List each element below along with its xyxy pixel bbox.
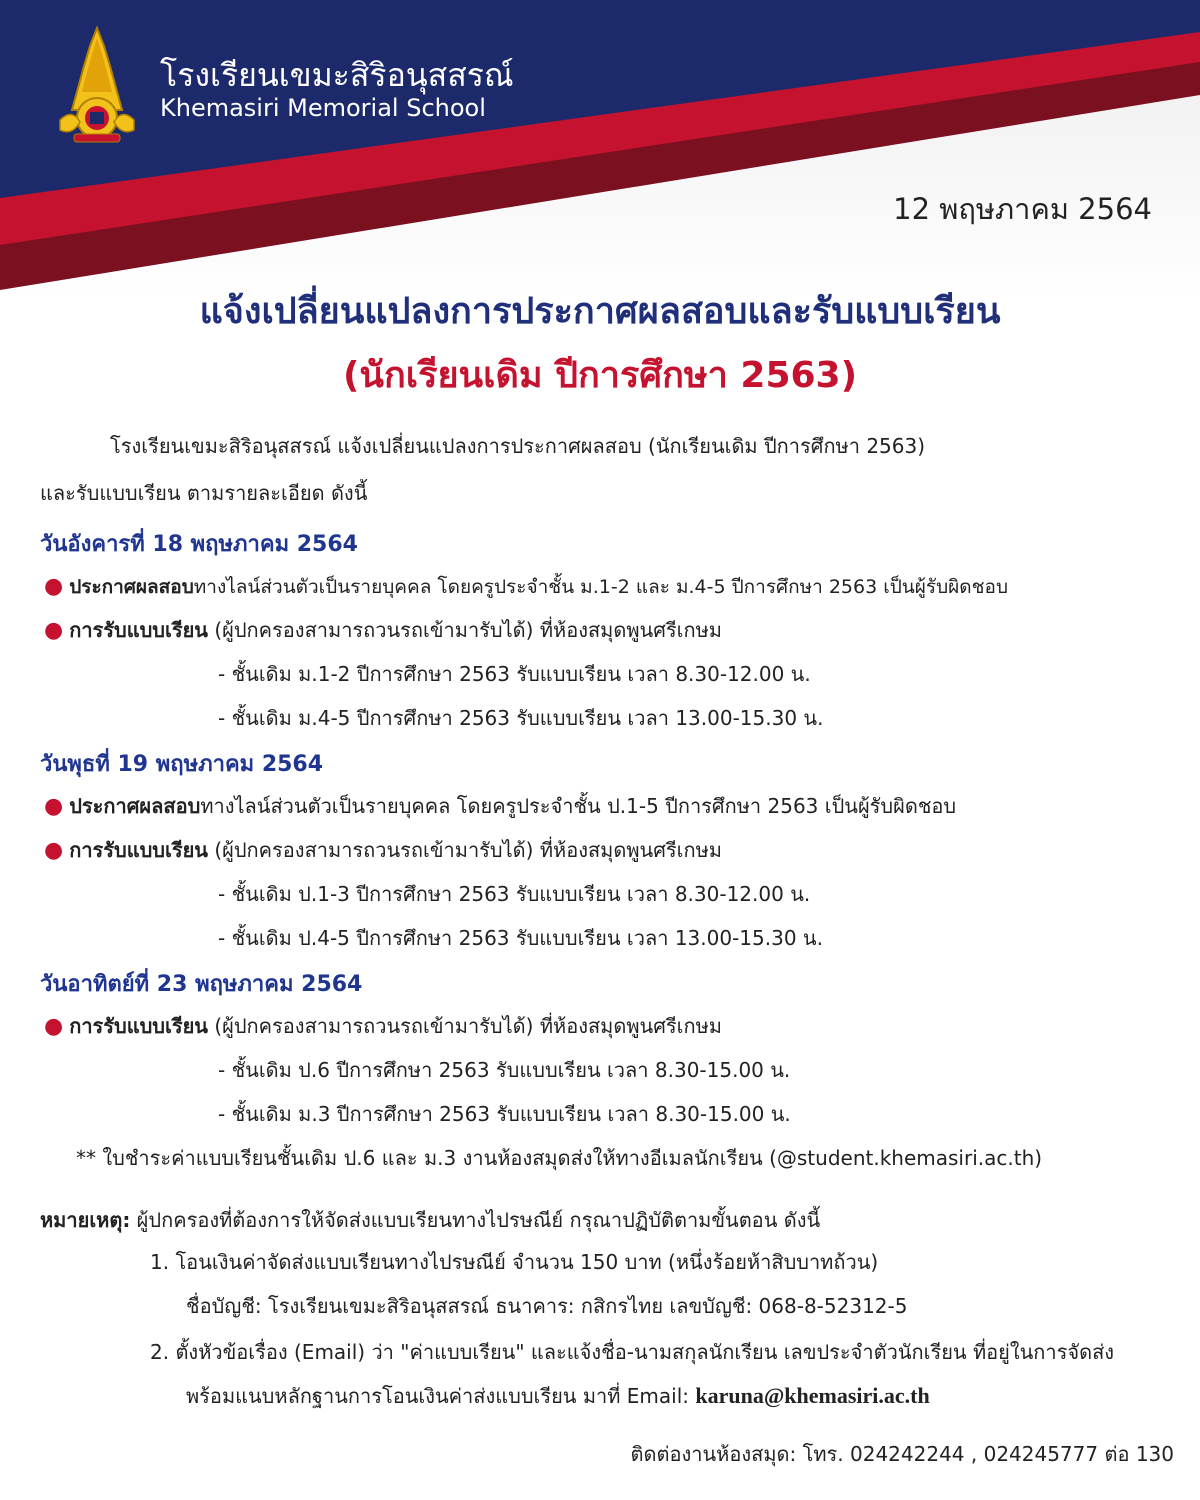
section-heading-1: วันอังคารที่ 18 พฤษภาคม 2564	[40, 532, 358, 557]
pickup-line-1: ● การรับแบบเรียน (ผู้ปกครองสามารถวนรถเข้ามารับได้) ที่ห้องสมุดพูนศรีเกษม	[44, 618, 722, 643]
note-step-1: 1. โอนเงินค่าจัดส่งแบบเรียนทางไปรษณีย์ จำนวน 150 บาท (หนึ่งร้อยห้าสิบบาทถ้วน)	[150, 1250, 879, 1274]
note-label: หมายเหตุ:	[40, 1208, 131, 1232]
note-step-2: 2. ตั้งหัวข้อเรื่อง (Email) ว่า "ค่าแบบเรียน" และแจ้งชื่อ-นามสกุลนักเรียน เลขประจำตัวนักเรียน ที่อยู่ในการจัดส่ง	[150, 1340, 1115, 1364]
school-name-thai: โรงเรียนเขมะสิริอนุสสรณ์	[160, 56, 514, 94]
school-name-english: Khemasiri Memorial School	[160, 94, 486, 122]
bullet-icon: ●	[44, 1014, 64, 1039]
bullet-icon: ●	[44, 794, 64, 819]
intro-line-1: โรงเรียนเขมะสิริอนุสสรณ์ แจ้งเปลี่ยนแปลงการประกาศผลสอบ (นักเรียนเดิม ปีการศึกษา 2563)	[110, 434, 926, 458]
schedule-item: - ชั้นเดิม ม.1-2 ปีการศึกษา 2563 รับแบบเรียน เวลา 8.30-12.00 น.	[218, 662, 811, 686]
schedule-item: - ชั้นเดิม ป.1-3 ปีการศึกษา 2563 รับแบบเรียน เวลา 8.30-12.00 น.	[218, 882, 811, 906]
announce-line-2: ● ประกาศผลสอบทางไลน์ส่วนตัวเป็นรายบุคคล โดยครูประจำชั้น ป.1-5 ปีการศึกษา 2563 เป็นผู้รับผิดชอบ	[44, 794, 957, 819]
note-step-1-account: ชื่อบัญชี: โรงเรียนเขมะสิริอนุสสรณ์ ธนาคาร: กสิกรไทย เลขบัญชี: 068-8-52312-5	[186, 1294, 908, 1318]
library-contact: ติดต่องานห้องสมุด: โทร. 024242244 , 024245777 ต่อ 130	[630, 1442, 1174, 1466]
footnote: ** ใบชำระค่าแบบเรียนชั้นเดิม ป.6 และ ม.3 งานห้องสมุดส่งให้ทางอีเมลนักเรียน (@student.khemasiri.ac.th)	[76, 1146, 1043, 1170]
schedule-item: - ชั้นเดิม ม.3 ปีการศึกษา 2563 รับแบบเรียน เวลา 8.30-15.00 น.	[218, 1102, 791, 1126]
bullet-icon: ●	[44, 618, 64, 643]
announce-line-1: ● ประกาศผลสอบทางไลน์ส่วนตัวเป็นรายบุคคล โดยครูประจำชั้น ม.1-2 และ ม.4-5 ปีการศึกษา 2563 เป็นผู้รับผิดชอบ	[44, 574, 1009, 599]
announcement-subtitle: (นักเรียนเดิม ปีการศึกษา 2563)	[342, 355, 858, 396]
contact-email-link[interactable]: karuna@khemasiri.ac.th	[695, 1383, 930, 1408]
intro-line-2: และรับแบบเรียน ตามรายละเอียด ดังนี้	[40, 481, 368, 505]
pickup-line-2: ● การรับแบบเรียน (ผู้ปกครองสามารถวนรถเข้ามารับได้) ที่ห้องสมุดพูนศรีเกษม	[44, 838, 722, 863]
bullet-icon: ●	[44, 838, 64, 863]
section-heading-2: วันพุธที่ 19 พฤษภาคม 2564	[40, 752, 324, 777]
note-step-2-email-line: พร้อมแนบหลักฐานการโอนเงินค่าส่งแบบเรียน มาที่ Email: karuna@khemasiri.ac.th	[186, 1383, 930, 1408]
section-heading-3: วันอาทิตย์ที่ 23 พฤษภาคม 2564	[40, 972, 363, 997]
school-crest-icon	[52, 26, 142, 144]
announcement-title: แจ้งเปลี่ยนแปลงการประกาศผลสอบและรับแบบเรียน	[199, 291, 1001, 332]
note-line: หมายเหตุ: ผู้ปกครองที่ต้องการให้จัดส่งแบบเรียนทางไปรษณีย์ กรุณาปฏิบัติตามขั้นตอน ดังนี้	[40, 1208, 821, 1232]
announcement-date: 12 พฤษภาคม 2564	[893, 192, 1152, 226]
schedule-item: - ชั้นเดิม ม.4-5 ปีการศึกษา 2563 รับแบบเรียน เวลา 13.00-15.30 น.	[218, 706, 824, 730]
schedule-item: - ชั้นเดิม ป.6 ปีการศึกษา 2563 รับแบบเรียน เวลา 8.30-15.00 น.	[218, 1058, 791, 1082]
pickup-line-3: ● การรับแบบเรียน (ผู้ปกครองสามารถวนรถเข้ามารับได้) ที่ห้องสมุดพูนศรีเกษม	[44, 1014, 722, 1039]
header-banner	[0, 0, 1200, 300]
schedule-item: - ชั้นเดิม ป.4-5 ปีการศึกษา 2563 รับแบบเรียน เวลา 13.00-15.30 น.	[218, 926, 823, 950]
bullet-icon: ●	[44, 574, 64, 599]
